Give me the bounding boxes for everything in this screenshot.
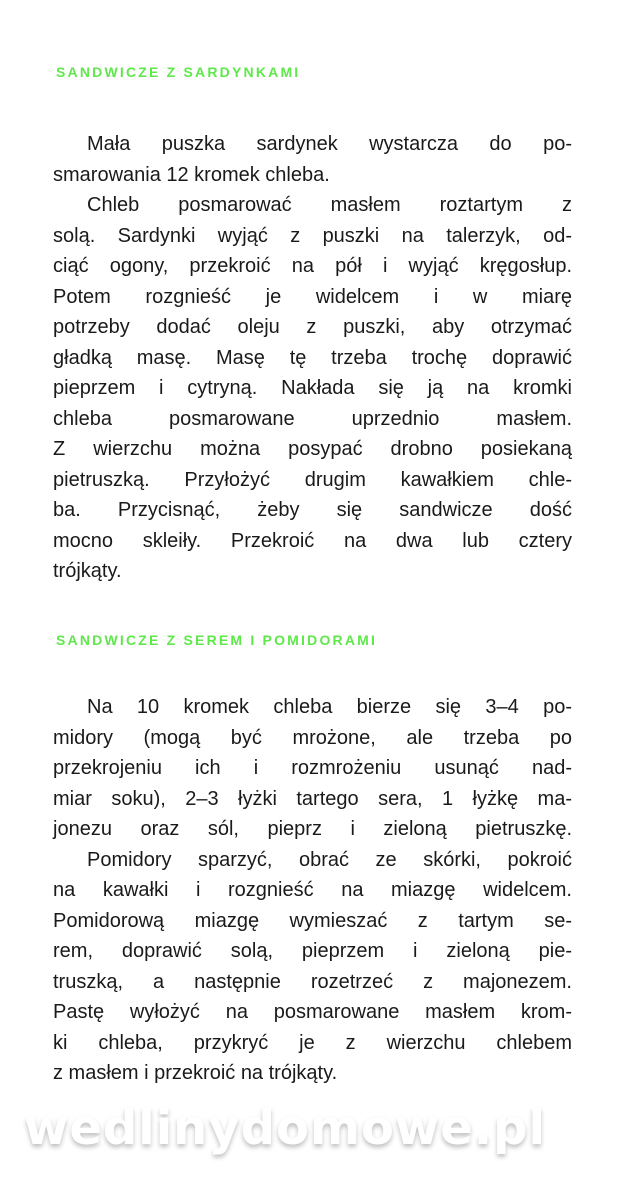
text-line: ki chleba, przykryć je z wierzchu chlebem: [53, 1031, 572, 1054]
text-line: smarowania 12 kromek chleba.: [53, 163, 330, 186]
text-line: jonezu oraz sól, pieprz i zieloną pietruszkę.: [53, 818, 572, 840]
text-line: Na 10 kromek chleba bierze się 3–4 po-: [87, 696, 572, 718]
text-line: Potem rozgnieść je widelcem i w miarę: [53, 285, 572, 308]
text-line: Pomidorową miazgę wymieszać z tartym se-: [53, 909, 572, 932]
watermark: wedlinydomowe.pl: [24, 1100, 546, 1156]
section-heading: SANDWICZE Z SARDYNKAMI: [56, 64, 301, 80]
text-line: solą. Sardynki wyjąć z puszki na talerzyk, od-: [53, 224, 572, 247]
text-line: Chleb posmarować masłem roztartym z: [87, 194, 572, 216]
text-line: midory (mogą być mrożone, ale trzeba po: [53, 726, 572, 749]
section-body: [53, 692, 572, 1089]
text-line: Pastę wyłożyć na posmarowane masłem krom-: [53, 1001, 572, 1023]
section-body: [53, 129, 572, 587]
text-line: pietruszką. Przyłożyć drugim kawałkiem chle-: [53, 468, 572, 491]
text-line: przekrojeniu ich i rozmrożeniu usunąć nad-: [53, 757, 572, 779]
text-line: potrzeby dodać oleju z puszki, aby otrzymać: [53, 316, 572, 338]
text-line: chleba posmarowane uprzednio masłem.: [53, 407, 572, 430]
text-line: Mała puszka sardynek wystarcza do po-: [87, 133, 572, 155]
text-line: truszką, a następnie rozetrzeć z majonezem.: [53, 970, 572, 993]
text-line: ciąć ogony, przekroić na pół i wyjąć kręgosłup.: [53, 255, 572, 277]
section-heading: SANDWICZE Z SEREM I POMIDORAMI: [56, 632, 378, 648]
text-line: na kawałki i rozgnieść na miazgę widelcem.: [53, 879, 572, 901]
text-line: Z wierzchu można posypać drobno posiekaną: [53, 438, 572, 460]
text-line: z masłem i przekroić na trójkąty.: [53, 1062, 338, 1084]
text-line: rem, doprawić solą, pieprzem i zieloną pie-: [53, 940, 572, 962]
text-line: Pomidory sparzyć, obrać ze skórki, pokroić: [87, 848, 572, 871]
text-line: pieprzem i cytryną. Nakłada się ją na kromki: [53, 377, 572, 399]
text-line: miar soku), 2–3 łyżki tartego sera, 1 łyżkę ma-: [53, 787, 572, 810]
text-line: gładką masę. Masę tę trzeba trochę doprawić: [53, 346, 572, 369]
text-line: trójkąty.: [53, 560, 122, 582]
text-line: mocno skleiły. Przekroić na dwa lub cztery: [53, 529, 572, 552]
text-line: ba. Przycisnąć, żeby się sandwicze dość: [53, 499, 572, 521]
